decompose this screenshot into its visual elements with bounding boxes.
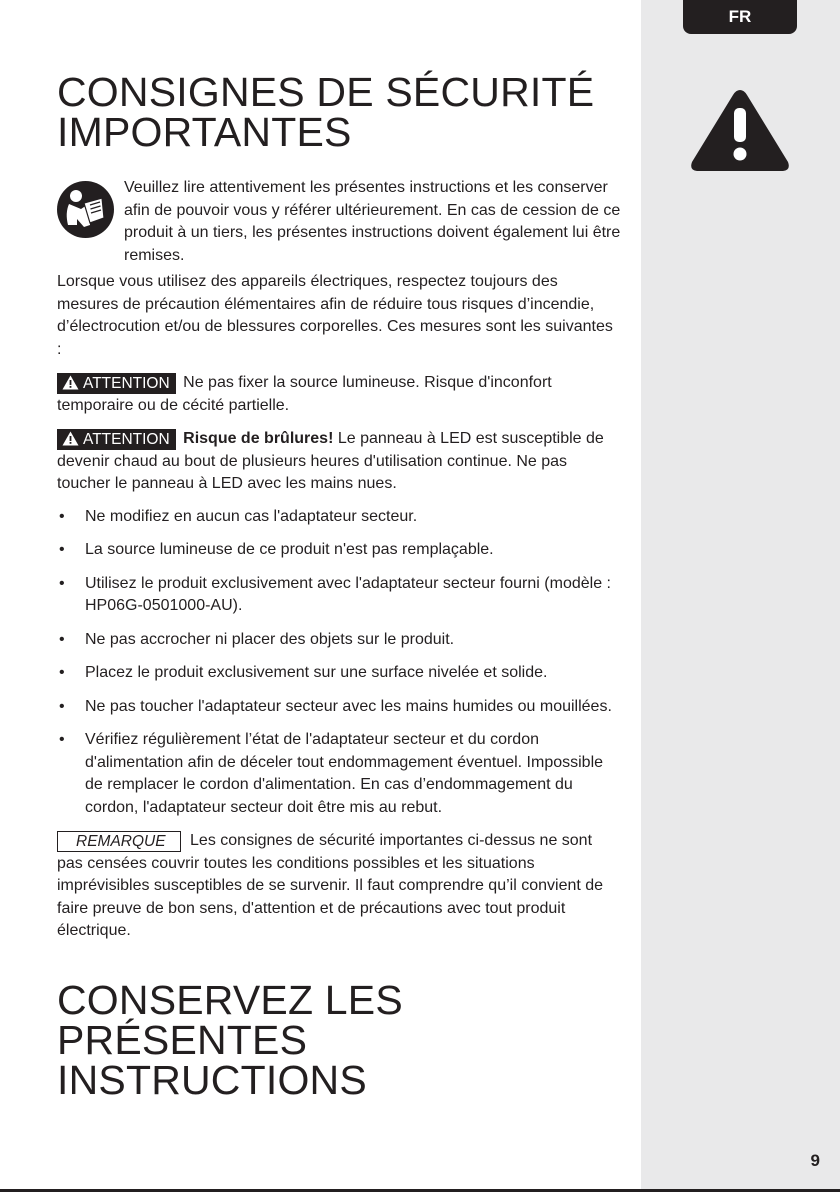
list-item-text: Ne pas accrocher ni placer des objets sur le produit. bbox=[85, 630, 455, 648]
page-number: 9 bbox=[810, 1151, 820, 1170]
note-text: Les consignes de sécurité importantes ci-dessus ne sont pas censées couvrir toutes les conditions possibles et les situations imprévisibles susceptibles de se survenir. Il faut comprendre qu’il convient de faire preuve de bon sens, d'attention et de précautions avec tout produit électrique. bbox=[57, 832, 604, 939]
bullet: • bbox=[59, 731, 65, 748]
note-label: REMARQUE bbox=[57, 831, 181, 852]
footer-title bbox=[57, 976, 619, 1103]
list-item bbox=[57, 629, 619, 652]
burn-risk-heading: Risque de brûlures! bbox=[183, 430, 334, 447]
intro-block bbox=[57, 177, 621, 264]
language-tab: FR bbox=[683, 0, 797, 34]
sidebar-panel bbox=[641, 0, 840, 1189]
list-item bbox=[57, 696, 619, 719]
bullet: • bbox=[59, 630, 65, 648]
warning-exclamation-icon bbox=[688, 86, 792, 174]
list-item-text: La source lumineuse de ce produit n'est pas remplaçable. bbox=[85, 541, 494, 558]
list-item bbox=[57, 729, 619, 819]
bullet: • bbox=[59, 697, 65, 715]
warning-triangle-icon bbox=[62, 375, 79, 390]
list-item bbox=[57, 573, 619, 618]
attention-label: ATTENTION bbox=[83, 431, 170, 448]
attention-badge bbox=[57, 429, 176, 450]
read-manual-icon bbox=[57, 181, 114, 238]
attention-badge bbox=[57, 373, 176, 394]
page-title bbox=[57, 69, 619, 155]
list-item-text: Ne pas toucher l'adaptateur secteur avec les mains humides ou mouillées. bbox=[85, 697, 612, 715]
footer-title-line2: PRÉSENTES INSTRUCTIONS bbox=[57, 1016, 367, 1103]
list-item bbox=[57, 539, 619, 562]
list-item-text: Utilisez le produit exclusivement avec l'adaptateur secteur fourni (modèle : HP06G-0501000-AU). bbox=[85, 574, 611, 614]
bullet: • bbox=[59, 664, 65, 681]
intro-text: Veuillez lire attentivement les présentes instructions et les conserver afin de pouvoir vous y référer ultérieurement. En cas de cession de ce produit à un tiers, les présentes instructions doivent également lui être remises. bbox=[124, 179, 621, 264]
list-item-text: Ne modifiez en aucun cas l'adaptateur secteur. bbox=[85, 507, 418, 525]
bullet: • bbox=[59, 574, 65, 592]
page-title-line2: IMPORTANTES bbox=[57, 109, 352, 155]
bullet: • bbox=[59, 507, 65, 525]
list-item-text: Placez le produit exclusivement sur une surface nivelée et solide. bbox=[85, 664, 548, 681]
attention-paragraph-1 bbox=[57, 372, 619, 417]
note-paragraph bbox=[57, 830, 619, 943]
list-item bbox=[57, 506, 619, 529]
attention-text: Ne pas fixer la source lumineuse. Risque d'inconfort temporaire ou de cécité partielle. bbox=[57, 374, 552, 414]
bullet: • bbox=[59, 541, 65, 558]
main-content bbox=[57, 69, 621, 1103]
footer-title-line1: CONSERVEZ LES bbox=[57, 976, 403, 1023]
lead-paragraph: Lorsque vous utilisez des appareils électriques, respectez toujours des mesures de précaution élémentaires afin de réduire tous risques d’incendie, d’électrocution et/ou de blessures corporelles. Ces mesures sont les suivantes : bbox=[57, 273, 613, 358]
attention-label: ATTENTION bbox=[83, 375, 170, 392]
list-item bbox=[57, 662, 619, 685]
attention-paragraph-2 bbox=[57, 428, 619, 496]
page-title-line1: CONSIGNES DE SÉCURITÉ bbox=[57, 69, 595, 115]
list-item-text: Vérifiez régulièrement l’état de l'adaptateur secteur et du cordon d'alimentation afin de déceler tout endommagement éventuel. Impossible de remplacer le cordon d'alimentation. En cas d’endommagement du cordon, l'adaptateur secteur doit être mis au rebut. bbox=[85, 731, 604, 816]
safety-list bbox=[57, 506, 619, 820]
attention-text: Le panneau à LED est susceptible de devenir chaud au bout de plusieurs heures d'utilisation continue. Ne pas toucher le panneau à LED avec les mains nues. bbox=[57, 430, 604, 492]
warning-triangle-icon bbox=[62, 431, 79, 446]
